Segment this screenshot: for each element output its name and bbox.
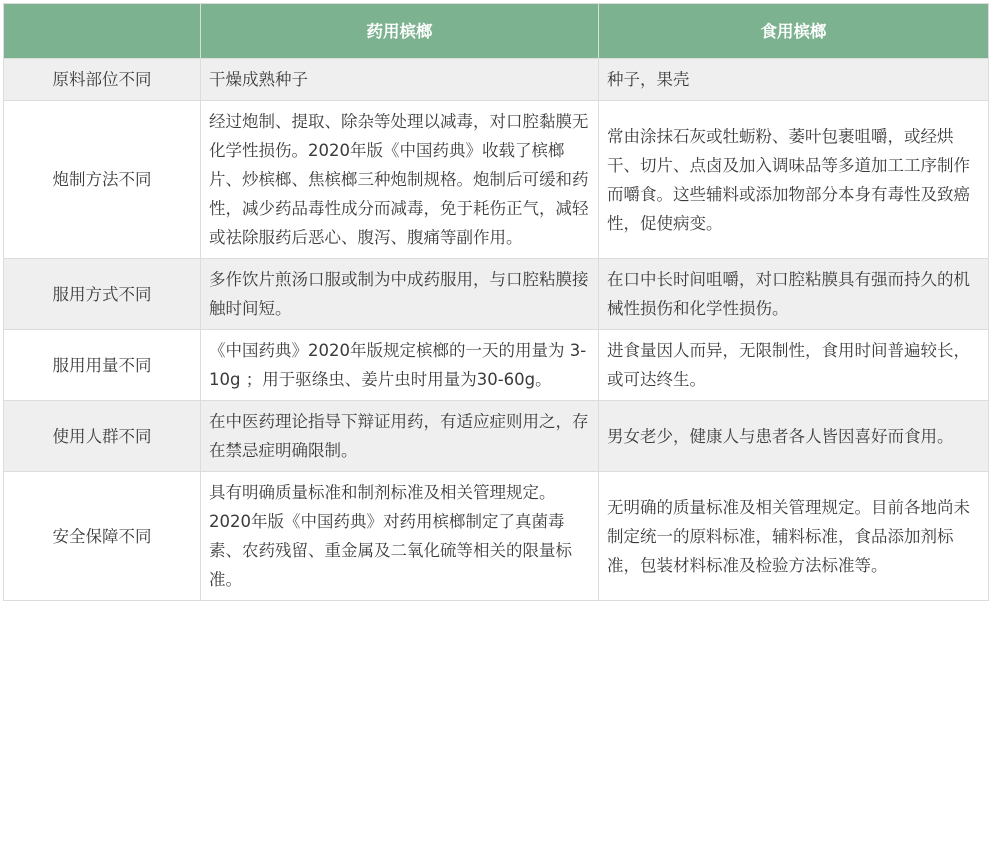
table-header-row (4, 4, 989, 59)
header-medicinal: 药用槟榔 (201, 4, 599, 59)
cell-medicinal: 多作饮片煎汤口服或制为中成药服用，与口腔粘膜接触时间短。 (201, 259, 599, 330)
header-blank (4, 4, 201, 59)
cell-edible: 种子，果壳 (599, 59, 989, 101)
row-label: 使用人群不同 (4, 401, 201, 472)
cell-edible: 常由涂抹石灰或牡蛎粉、萎叶包裹咀嚼，或经烘干、切片、点卤及加入调味品等多道加工工序制作而嚼食。这些辅料或添加物部分本身有毒性及致癌性，促使病变。 (599, 101, 989, 259)
header-edible: 食用槟榔 (599, 4, 989, 59)
table-row (4, 330, 989, 401)
row-label: 原料部位不同 (4, 59, 201, 101)
row-label: 安全保障不同 (4, 472, 201, 601)
cell-edible: 在口中长时间咀嚼，对口腔粘膜具有强而持久的机械性损伤和化学性损伤。 (599, 259, 989, 330)
table-row (4, 401, 989, 472)
table-row (4, 101, 989, 259)
cell-medicinal: 《中国药典》2020年版规定槟榔的一天的用量为 3-10g ；用于驱绦虫、姜片虫时用量为30-60g。 (201, 330, 599, 401)
row-label: 服用方式不同 (4, 259, 201, 330)
cell-medicinal: 干燥成熟种子 (201, 59, 599, 101)
table-row (4, 259, 989, 330)
cell-edible: 进食量因人而异，无限制性，食用时间普遍较长，或可达终生。 (599, 330, 989, 401)
comparison-table (3, 3, 989, 601)
cell-edible: 男女老少，健康人与患者各人皆因喜好而食用。 (599, 401, 989, 472)
cell-medicinal: 具有明确质量标准和制剂标准及相关管理规定。2020年版《中国药典》对药用槟榔制定了真菌毒素、农药残留、重金属及二氧化硫等相关的限量标准。 (201, 472, 599, 601)
table-row (4, 59, 989, 101)
row-label: 炮制方法不同 (4, 101, 201, 259)
cell-edible: 无明确的质量标准及相关管理规定。目前各地尚未制定统一的原料标准，辅料标准，食品添加剂标准，包装材料标准及检验方法标准等。 (599, 472, 989, 601)
table-row (4, 472, 989, 601)
row-label: 服用用量不同 (4, 330, 201, 401)
cell-medicinal: 经过炮制、提取、除杂等处理以减毒，对口腔黏膜无化学性损伤。2020年版《中国药典》收载了槟榔片、炒槟榔、焦槟榔三种炮制规格。炮制后可缓和药性，减少药品毒性成分而减毒，免于耗伤正气，减轻或祛除服药后恶心、腹泻、腹痛等副作用。 (201, 101, 599, 259)
cell-medicinal: 在中医药理论指导下辩证用药，有适应症则用之，存在禁忌症明确限制。 (201, 401, 599, 472)
